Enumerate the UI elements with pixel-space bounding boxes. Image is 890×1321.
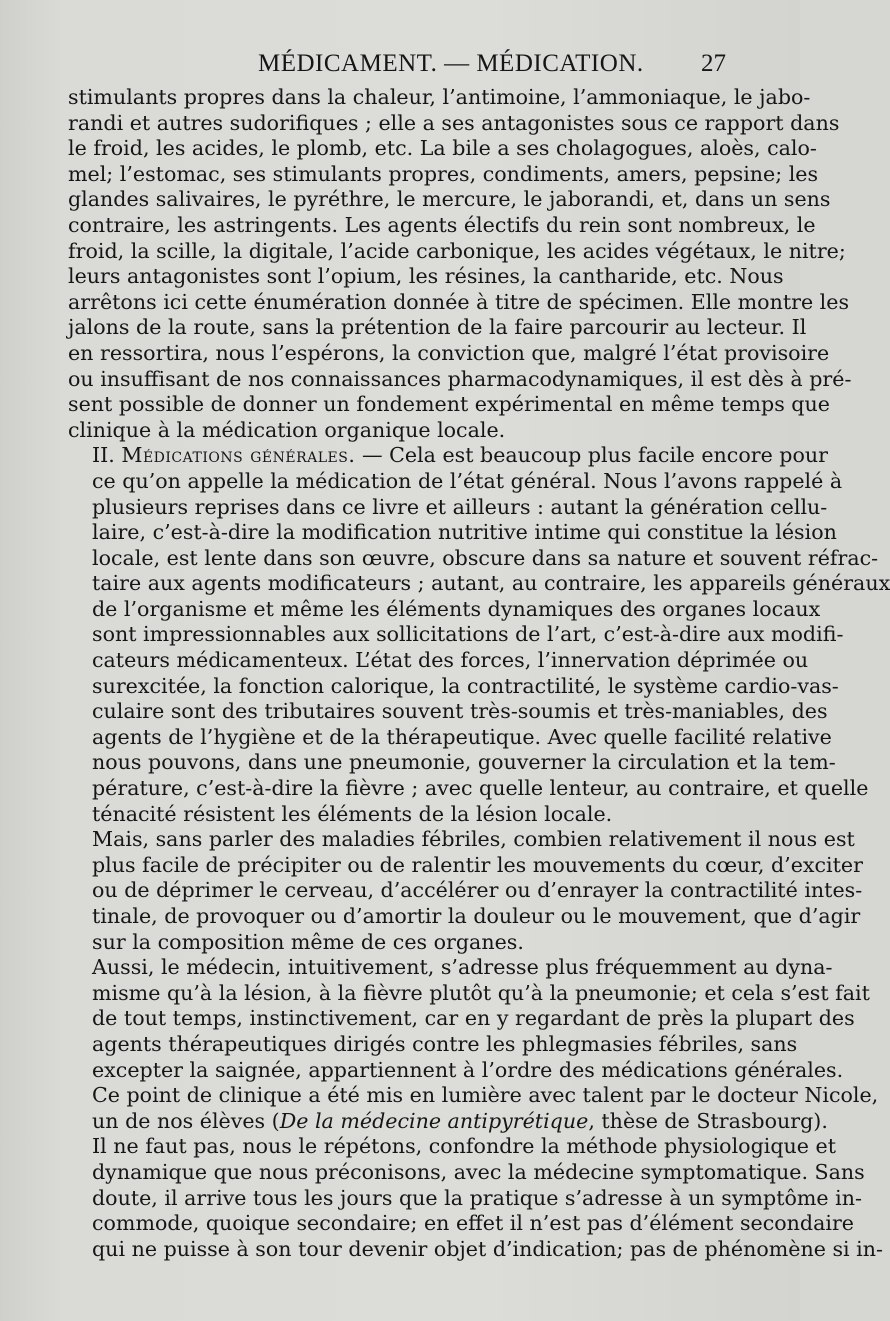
text-line: doute, il arrive tous les jours que la pratique s’adresse à un symptôme in- (92, 1185, 862, 1210)
text-line: Ce point de clinique a été mis en lumière avec talent par le docteur Nicole, (92, 1083, 879, 1108)
text-line: mel; l’estomac, ses stimulants propres, condiments, amers, pepsine; les (68, 161, 819, 186)
text-line: tinale, de provoquer ou d’amortir la douleur ou le mouvement, que d’agir (92, 904, 861, 928)
text-line: Mais, sans parler des maladies fébriles, combien relativement il nous est (92, 827, 855, 852)
text-line: laire, c’est-à-dire la modification nutritive intime qui constitue la lésion (92, 520, 837, 545)
text-line: jalons de la route, sans la prétention de la faire parcourir au lecteur. Il (68, 315, 807, 340)
text-line: de l’organisme et même les éléments dynamiques des organes locaux (92, 596, 821, 621)
text-line: glandes salivaires, le pyréthre, le mercure, le jaborandi, et, dans un sens (68, 187, 831, 212)
text-line: agents thérapeutiques dirigés contre les phlegmasies fébriles, sans (92, 1031, 798, 1056)
running-header (0, 44, 800, 84)
text-line: culaire sont des tributaires souvent très-soumis et très-maniables, des (92, 699, 828, 724)
thesis-title: De la médecine antipyrétique (279, 1108, 589, 1133)
text-fragment: — Cela est beaucoup plus facile encore pour (355, 443, 828, 468)
paragraph-mais (68, 827, 863, 955)
text-line: plus facile de précipiter ou de ralentir les mouvements du cœur, d’exciter (92, 852, 863, 877)
text-line: le froid, les acides, le plomb, etc. La bile a ses cholagogues, aloès, calo- (68, 136, 817, 161)
text-line: dynamique que nous préconisons, avec la médecine symptomatique. Sans (92, 1159, 865, 1184)
text-line: froid, la scille, la digitale, l’acide carbonique, les acides végétaux, le nitre; (68, 238, 846, 263)
section-label: II. (92, 443, 115, 468)
text-line: excepter la saignée, appartiennent à l’ordre des médications générales. (92, 1057, 844, 1082)
text-line: sont impressionnables aux sollicitations de l’art, c’est-à-dire aux modifi- (92, 622, 844, 647)
text-line: plusieurs reprises dans ce livre et ailleurs : autant la génération cellu- (92, 494, 828, 519)
text-line: locale, est lente dans son œuvre, obscure dans sa nature et souvent réfrac- (92, 545, 879, 570)
text-line: misme qu’à la lésion, à la fièvre plutôt qu’à la pneumonie; et cela s’est fait (92, 980, 870, 1005)
text-line: agents de l’hygiène et de la thérapeutique. Avec quelle facilité relative (92, 724, 832, 749)
paragraph-medications-generales (68, 443, 890, 827)
text-line: ce qu’on appelle la médication de l’état général. Nous l’avons rappelé à (92, 468, 843, 493)
paragraph-continuation (68, 85, 852, 443)
text-line: commode, quoique secondaire; en effet il n’est pas d’élément secondaire (92, 1211, 854, 1236)
body-text (68, 85, 890, 1262)
text-line: nous pouvons, dans une pneumonie, gouverner la circulation et la tem- (92, 750, 836, 775)
text-line: sent possible de donner un fondement expérimental en même temps que (68, 392, 830, 417)
text-fragment: un de nos élèves ( (92, 1108, 280, 1133)
text-line: cateurs médicamenteux. L’état des forces, l’innervation déprimée ou (92, 648, 809, 673)
section-heading-line (68, 443, 828, 469)
text-line: randi et autres sudorifiques ; elle a ses antagonistes sous ce rapport dans (68, 110, 840, 135)
section-title: Médications générales. (121, 443, 356, 468)
paragraph-aussi (68, 955, 879, 1134)
text-line: Aussi, le médecin, intuitivement, s’adresse plus fréquemment au dyna- (92, 955, 833, 980)
text-fragment: , thèse de Strasbourg). (588, 1108, 828, 1133)
text-line: surexcitée, la fonction calorique, la contractilité, le système cardio-vas- (92, 673, 839, 698)
page-number: 27 (701, 50, 726, 77)
text-line: pérature, c’est-à-dire la fièvre ; avec quelle lenteur, au contraire, et quelle (92, 776, 869, 801)
text-line: ou insuffisant de nos connaissances pharmacodynamiques, il est dès à pré- (68, 366, 852, 391)
citation-line (68, 1108, 828, 1135)
text-line: contraire, les astringents. Les agents électifs du rein sont nombreux, le (68, 212, 816, 237)
text-line: qui ne puisse à son tour devenir objet d’indication; pas de phénomène si in- (92, 1236, 883, 1261)
text-line: ténacité résistent les éléments de la lésion locale. (92, 801, 613, 826)
text-line: en ressortira, nous l’espérons, la conviction que, malgré l’état provisoire (68, 340, 830, 365)
text-line: arrêtons ici cette énumération donnée à titre de spécimen. Elle montre les (68, 289, 850, 314)
text-line: de tout temps, instinctivement, car en y regardant de près la plupart des (92, 1006, 855, 1031)
text-line: leurs antagonistes sont l’opium, les résines, la cantharide, etc. Nous (68, 264, 784, 289)
running-title: MÉDICAMENT. — MÉDICATION. (258, 50, 644, 77)
text-line: ou de déprimer le cerveau, d’accélérer ou d’enrayer la contractilité intes- (92, 878, 863, 903)
text-line: taire aux agents modificateurs ; autant, au contraire, les appareils généraux (92, 571, 890, 596)
paragraph-il-ne-faut-pas (68, 1134, 883, 1262)
text-line: sur la composition même de ces organes. (92, 929, 524, 954)
text-line: Il ne faut pas, nous le répétons, confondre la méthode physiologique et (92, 1134, 836, 1159)
text-line: clinique à la médication organique locale. (68, 417, 506, 442)
text-line: stimulants propres dans la chaleur, l’antimoine, l’ammoniaque, le jabo- (68, 85, 811, 109)
